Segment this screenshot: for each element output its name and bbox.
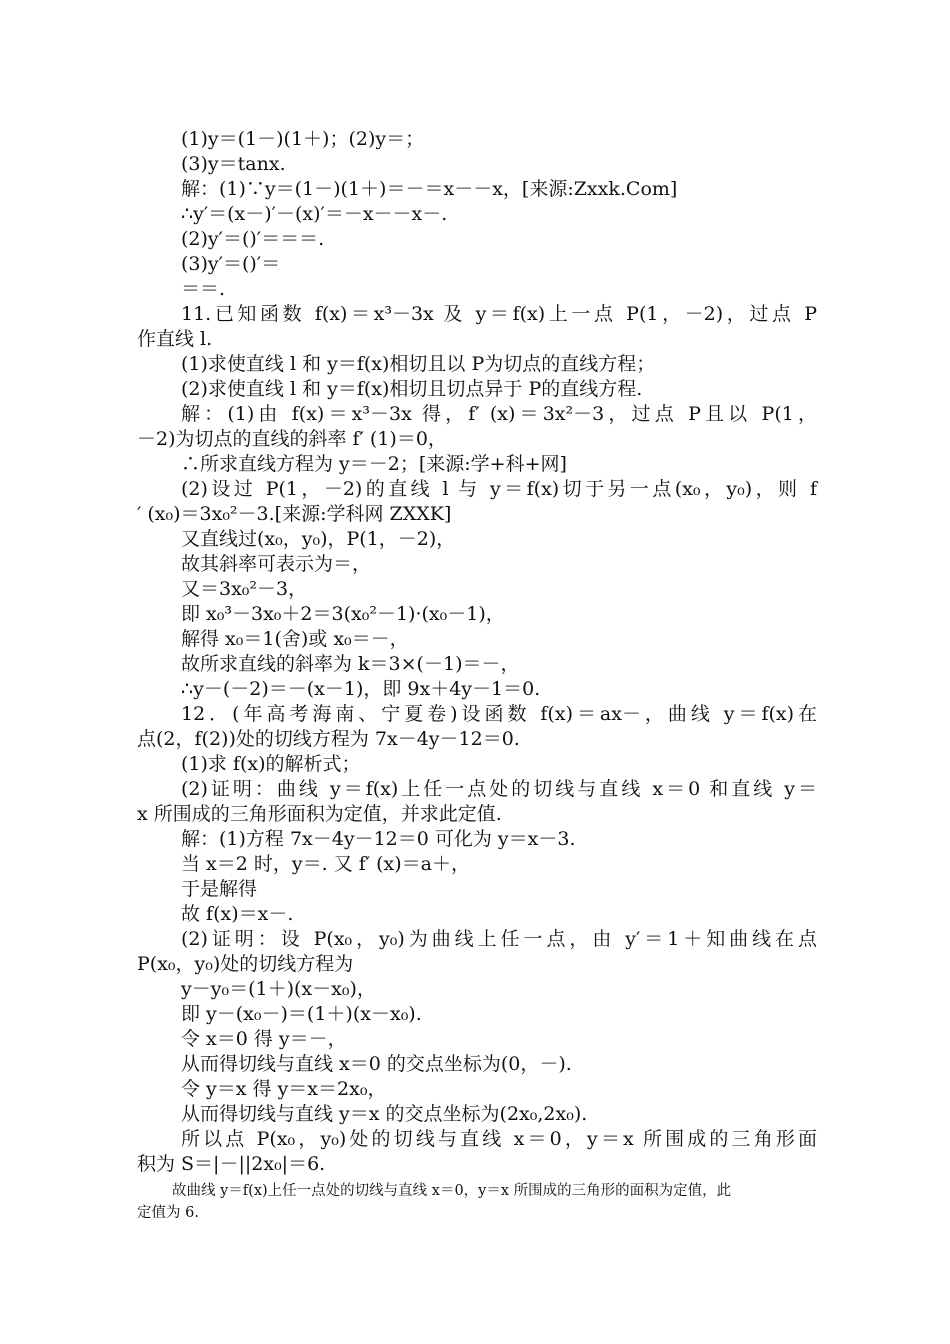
text-line: 故所求直线的斜率为 k＝3×(－1)＝－， xyxy=(181,653,520,675)
text-line: 点(2，f(2))处的切线方程为 7x－4y－12＝0. xyxy=(137,728,520,750)
text-line: 故 f(x)＝x－. xyxy=(181,903,294,925)
text-line: 所以点 P(x₀，y₀)处的切线与直线 x＝0，y＝x 所围成的三角形面 xyxy=(181,1128,817,1150)
text-line: (2)证明：曲线 y＝f(x)上任一点处的切线与直线 x＝0 和直线 y＝ xyxy=(181,778,817,800)
text-line: 解：(1)由 f(x)＝x³－3x 得，f′ (x)＝3x²－3，过点 P且以 P(1， xyxy=(181,403,817,425)
text-line: 解：(1)∵y＝(1－)(1＋)＝－＝x－－x，[来源:Zxxk.Com] xyxy=(181,178,678,200)
text-line: ′ (x₀)＝3x₀²－3.[来源:学科网 ZXXK] xyxy=(137,503,452,525)
text-line: 又＝3x₀²－3， xyxy=(181,578,308,600)
text-line: 从而得切线与直线 y＝x 的交点坐标为(2x₀,2x₀). xyxy=(181,1103,588,1125)
text-line: (3)y＝tanx. xyxy=(181,153,286,175)
conclusion-line: 定值为 6. xyxy=(137,1205,199,1221)
text-line: (1)y＝(1－)(1＋)；(2)y＝； xyxy=(181,128,425,150)
text-line: (1)求 f(x)的解析式； xyxy=(181,753,361,775)
text-line: (2)证明：设 P(x₀，y₀)为曲线上任一点，由 y′＝1＋知曲线在点 xyxy=(181,928,817,950)
problem-11-heading: 11.已知函数 f(x)＝x³－3x 及 y＝f(x)上一点 P(1，－2)，过点 P xyxy=(181,303,817,325)
text-line: (3)y′＝()′＝ xyxy=(181,253,281,275)
text-line: ∴y－(－2)＝－(x－1)，即 9x＋4y－1＝0. xyxy=(181,678,541,700)
text-line: ＝＝. xyxy=(181,278,226,300)
text-line: 又直线过(x₀，y₀)，P(1，－2)， xyxy=(181,528,456,550)
text-line: 从而得切线与直线 x＝0 的交点坐标为(0，－). xyxy=(181,1053,572,1075)
text-line: P(x₀，y₀)处的切线方程为 xyxy=(137,953,354,975)
text-line: 即 y－(x₀－)＝(1＋)(x－x₀). xyxy=(181,1003,422,1025)
text-line: 解：(1)方程 7x－4y－12＝0 可化为 y＝x－3. xyxy=(181,828,576,850)
text-line: (2)求使直线 l 和 y＝f(x)相切且切点异于 P的直线方程. xyxy=(181,378,643,400)
text-line: 解得 x₀＝1(舍)或 x₀＝－， xyxy=(181,628,409,650)
text-line: (2)设过 P(1，－2)的直线 l 与 y＝f(x)切于另一点(x₀，y₀)，则 f xyxy=(181,478,817,500)
text-line: －2)为切点的直线的斜率 f′ (1)＝0， xyxy=(137,428,447,450)
text-line: 当 x＝2 时，y＝. 又 f′ (x)＝a＋， xyxy=(181,853,470,875)
text-line: 故其斜率可表示为＝， xyxy=(181,553,372,575)
text-line: (2)y′＝()′＝＝＝. xyxy=(181,228,325,250)
text-line: 令 x＝0 得 y＝－， xyxy=(181,1028,347,1050)
text-line: 即 x₀³－3x₀＋2＝3(x₀²－1)·(x₀－1)， xyxy=(181,603,505,625)
text-line: ∴所求直线方程为 y＝－2；[来源:学+科+网] xyxy=(181,453,567,475)
text-line: x 所围成的三角形面积为定值，并求此定值. xyxy=(137,803,502,825)
text-line: 令 y＝x 得 y＝x＝2x₀， xyxy=(181,1078,387,1100)
text-line: (1)求使直线 l 和 y＝f(x)相切且以 P为切点的直线方程； xyxy=(181,353,656,375)
conclusion-line: 故曲线 y＝f(x)上任一点处的切线与直线 x＝0，y＝x 所围成的三角形的面积为定值，此 xyxy=(172,1183,732,1199)
text-line: 于是解得 xyxy=(181,878,258,900)
text-line: y－y₀＝(1＋)(x－x₀)， xyxy=(181,978,376,1000)
problem-12-heading: 12．(年高考海南、宁夏卷)设函数 f(x)＝ax－，曲线 y＝f(x)在 xyxy=(181,703,817,725)
text-line: 积为 S＝|－||2x₀|＝6. xyxy=(137,1153,326,1175)
text-line: 作直线 l. xyxy=(137,328,213,350)
text-line: ∴y′＝(x－)′－(x)′＝－x－－x－. xyxy=(181,203,448,225)
